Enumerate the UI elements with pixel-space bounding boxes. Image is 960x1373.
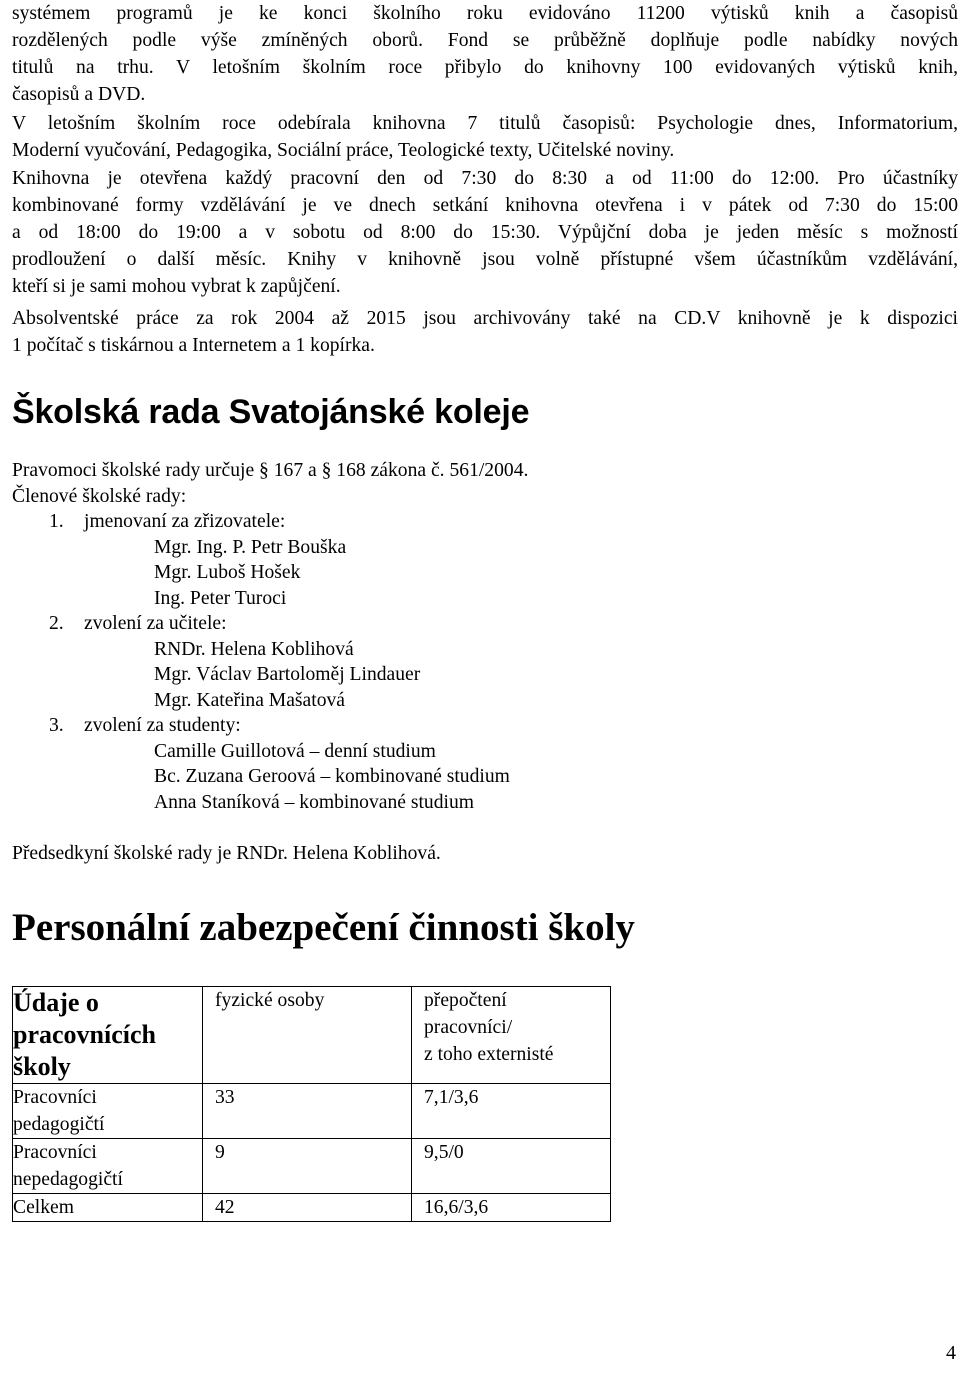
text-line: prodloužení o další měsíc. Knihy v knihovně jsou volně přístupné všem účastníkům vzdělávání, [12, 249, 958, 270]
table-row [13, 1139, 611, 1194]
table-cell: 9 [203, 1139, 412, 1194]
staffing-table [12, 986, 611, 1222]
council-member: Anna Staníková – kombinované studium [154, 791, 474, 813]
page-number: 4 [946, 1342, 956, 1364]
council-member-list [12, 509, 712, 815]
council-member: Camille Guillotová – denní studium [154, 740, 436, 762]
council-group [12, 713, 712, 739]
table-header-cell [412, 987, 611, 1084]
group-number: 3. [49, 715, 64, 736]
row-label: nepedagogičtí [13, 1169, 123, 1190]
table-cell: 16,6/3,6 [412, 1194, 611, 1222]
text-line: rozdělených podle výše zmíněných oborů. Fond se průběžně doplňuje podle nabídky nových [12, 30, 958, 51]
row-label: Pracovníci [13, 1087, 97, 1108]
text-line: Absolventské práce za rok 2004 až 2015 jsou archivovány také na CD.V knihovně je k dispozici [12, 308, 958, 329]
header-text: pracovníci/ [424, 1017, 513, 1038]
group-label: zvolení za učitele: [84, 613, 227, 634]
library-paragraph-3 [12, 165, 958, 300]
council-member: Ing. Peter Turoci [154, 587, 287, 609]
group-number: 2. [49, 613, 64, 634]
table-cell [13, 1084, 203, 1139]
header-text: z toho externisté [424, 1044, 554, 1065]
text-line: V letošním školním roce odebírala knihovna 7 titulů časopisů: Psychologie dnes, Informatorium, [12, 113, 958, 134]
staffing-heading: Personální zabezpečení činnosti školy [12, 906, 635, 949]
council-member: RNDr. Helena Koblihová [154, 638, 354, 660]
header-text: přepočtení [424, 990, 507, 1011]
text-line: časopisů a DVD. [12, 84, 146, 105]
council-group [12, 509, 712, 535]
row-label: pedagogičtí [13, 1114, 105, 1135]
library-paragraph-1 [12, 0, 958, 108]
table-cell: 7,1/3,6 [412, 1084, 611, 1139]
text-line: Moderní vyučování, Pedagogika, Sociální práce, Teologické texty, Učitelské noviny. [12, 140, 675, 161]
council-heading: Školská rada Svatojánské koleje [12, 393, 530, 431]
group-label: zvolení za studenty: [84, 715, 241, 736]
library-paragraph-2 [12, 110, 958, 164]
header-text: fyzické osoby [215, 990, 325, 1011]
text-line: kteří si je sami mohou vybrat k zapůjčení. [12, 276, 341, 297]
row-label: Pracovníci [13, 1142, 97, 1163]
text-line: 1 počítač s tiskárnou a Internetem a 1 kopírka. [12, 335, 375, 356]
table-row [13, 1194, 611, 1222]
header-text: pracovnících [13, 1020, 156, 1049]
text-line: Knihovna je otevřena každý pracovní den od 7:30 do 8:30 a od 11:00 do 12:00. Pro účastníky [12, 168, 958, 189]
table-cell [13, 1194, 203, 1222]
row-label: Celkem [13, 1197, 74, 1218]
council-legal-basis: Pravomoci školské rady určuje § 167 a § 168 zákona č. 561/2004. [12, 460, 529, 481]
table-cell: 9,5/0 [412, 1139, 611, 1194]
text-line: systémem programů je ke konci školního roku evidováno 11200 výtisků knih a časopisů [12, 3, 958, 24]
table-header-row [13, 987, 611, 1084]
header-text: Údaje o [13, 988, 99, 1017]
council-group [12, 611, 712, 637]
council-member: Mgr. Luboš Hošek [154, 562, 301, 583]
library-paragraph-4 [12, 305, 958, 359]
table-cell: 42 [203, 1194, 412, 1222]
table-header-cell [13, 987, 203, 1084]
council-chair: Předsedkyní školské rady je RNDr. Helena Koblihová. [12, 843, 441, 864]
table-cell: 33 [203, 1084, 412, 1139]
group-label: jmenovaní za zřizovatele: [84, 511, 286, 532]
text-line: a od 18:00 do 19:00 a v sobotu od 8:00 do 15:30. Výpůjční doba je jeden měsíc s možností [12, 222, 958, 243]
council-member: Mgr. Kateřina Mašatová [154, 689, 345, 711]
group-number: 1. [49, 511, 64, 532]
council-member: Mgr. Ing. P. Petr Bouška [154, 536, 347, 558]
text-line: titulů na trhu. V letošním školním roce přibylo do knihovny 100 evidovaných výtisků knih, [12, 57, 958, 78]
text-line: kombinované formy vzdělávání je ve dnech setkání knihovna otevřena i v pátek od 7:30 do 15:00 [12, 195, 958, 216]
council-member: Bc. Zuzana Geroová – kombinované studium [154, 766, 510, 787]
council-member: Mgr. Václav Bartoloměj Lindauer [154, 664, 421, 685]
council-members-label: Členové školské rady: [12, 486, 187, 507]
table-header-cell [203, 987, 412, 1084]
table-cell [13, 1139, 203, 1194]
header-text: školy [13, 1052, 71, 1081]
table-row [13, 1084, 611, 1139]
